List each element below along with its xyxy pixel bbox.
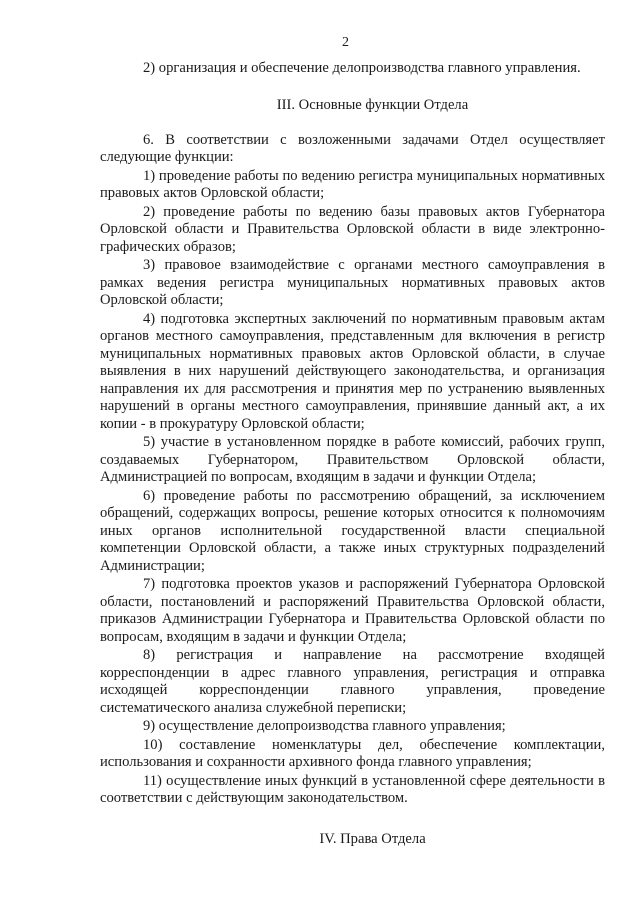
function-item-7: 7) подготовка проектов указов и распоряжений Губернатора Орловской области, постановлений и распоряжений Правительства Орловской области, приказов Администрации Губернатора и Правительства Орловской области по вопросам, входящим в задачи и функции Отдела; [100,576,605,645]
function-item-11: 11) осуществление иных функций в установленной сфере деятельности в соответствии с действующим законодательством. [100,772,605,806]
function-item-10: 10) составление номенклатуры дел, обеспечение комплектации, использования и сохранности архивного фонда главного управления; [100,736,605,770]
function-item-9: 9) осуществление делопроизводства главного управления; [143,718,506,734]
function-item-4: 4) подготовка экспертных заключений по нормативным правовым актам органов местного самоуправления, представленным для включения в регистр муниципальных нормативных правовых актов Орловской области, в случае выявления в них нарушений действующего законодательства, и организация направления их для рассмотрения и принятия мер по устранению выявленных нарушений в органы местного самоуправления, принявшие данный акт, а их копии - в прокуратуру Орловской области; [100,310,605,432]
function-item-6: 6) проведение работы по рассмотрению обращений, за исключением обращений, содержащих вопросы, решение которых относится к полномочиям иных органов исполнительной государственной власти специальной компетенции Орловской области, а также иных структурных подразделений Администрации; [100,487,605,574]
intro-item: 2) организация и обеспечение делопроизводства главного управления. [143,60,581,76]
para-6-lead: 6. В соответствии с возложенными задачами Отдел осуществляет следующие функции: [100,131,605,165]
function-item-8: 8) регистрация и направление на рассмотрение входящей корреспонденции в адрес главного управления, регистрация и отправка исходящей корреспонденции главного управления, проведение систематического анализа служебной переписки; [100,647,605,716]
document-body [100,60,605,848]
function-item-3: 3) правовое взаимодействие с органами местного самоуправления в рамках ведения регистра муниципальных нормативных правовых актов Орловской области; [100,257,605,308]
function-item-2: 2) проведение работы по ведению базы правовых актов Губернатора Орловской области и Правительства Орловской области в виде электронно-графических образов; [100,203,605,255]
section-4-title: IV. Права Отдела [319,830,426,847]
function-item-5: 5) участие в установленном порядке в работе комиссий, рабочих групп, создаваемых Губернатором, Правительством Орловской области, Администрацией по вопросам, входящим в задачи и функции Отдела; [100,434,605,485]
page-number: 2 [342,35,349,50]
section-3-title: III. Основные функции Отдела [276,96,469,113]
function-item-1: 1) проведение работы по ведению регистра муниципальных нормативных правовых актов Орловской области; [100,167,605,201]
